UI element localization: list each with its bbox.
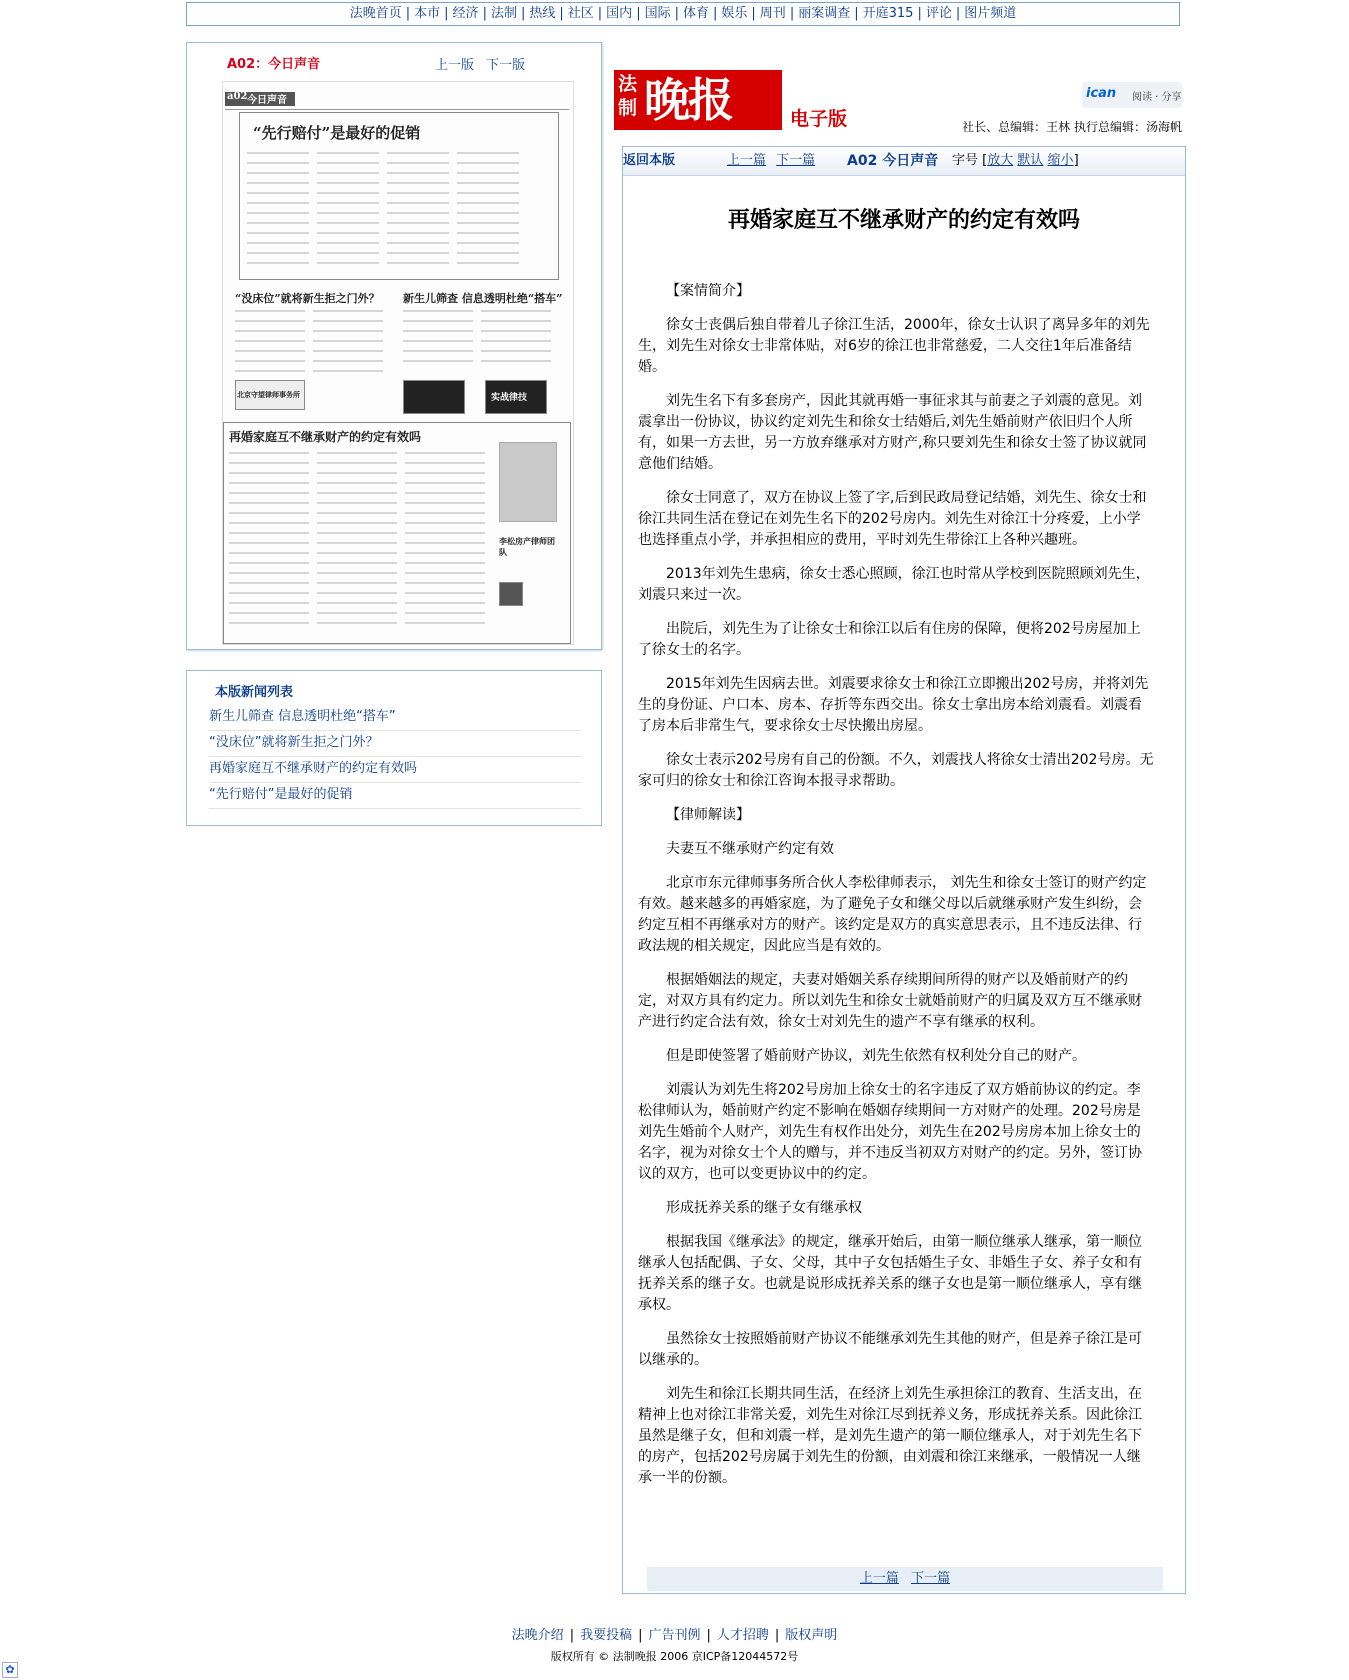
article-paragraph: 虽然徐女士按照婚前财产协议不能继承刘先生其他的财产，但是养子徐江是可以继承的。 — [638, 1331, 1142, 1368]
nav-separator: | — [955, 6, 961, 21]
article-bottom-nav — [647, 1567, 1163, 1591]
nav-item[interactable]: 丽案调查 — [798, 6, 851, 21]
nav-separator: | — [559, 6, 564, 21]
nav-item[interactable]: 经济 — [452, 6, 479, 21]
list-item — [209, 783, 581, 809]
article-paragraph: 根据我国《继承法》的规定，继承开始后，由第一顺位继承人继承，第一顺位继承人包括配偶、子女、父母，其中子女包括婚生子女、非婚生子女、养子女和有抚养关系的继子女。也就是说形成抚养关系的继子女也是第一顺位继承人，享有继承权。 — [638, 1234, 1142, 1313]
font-smaller-link[interactable]: 缩小 — [1047, 153, 1074, 168]
footer-separator: | — [638, 1628, 643, 1643]
nav-item[interactable]: 娱乐 — [721, 6, 748, 21]
ican-logo-icon: ican — [1086, 86, 1117, 101]
thumb-headline-1: “先行赔付”是最好的促销 — [253, 124, 421, 142]
nav-item[interactable]: 开庭315 — [862, 6, 914, 21]
font-size-control: 字号 [放大 默认 缩小] — [952, 153, 1079, 168]
footer-separator: | — [706, 1628, 711, 1643]
news-link[interactable]: “没床位”就将新生拒之门外？ — [209, 735, 379, 750]
nav-separator: | — [789, 6, 795, 21]
list-item — [209, 705, 581, 731]
article-paragraph: 2013年刘先生患病，徐女士悉心照顾，徐江也时常从学校到医院照顾刘先生，刘震只来过一次。 — [638, 566, 1150, 603]
thumb-qr-code — [499, 582, 523, 606]
next-article-link[interactable]: 下一篇 — [776, 153, 816, 168]
article-panel — [622, 146, 1186, 1594]
article-paragraph: 徐女士表示202号房有自己的份额。不久，刘震找人将徐女士清出202号房。无家可归的徐女士和徐江咨询本报寻求帮助。 — [638, 752, 1154, 789]
nav-separator: | — [917, 6, 922, 21]
article-paragraph: 但是即使签署了婚前财产协议，刘先生依然有权利处分自己的财产。 — [666, 1048, 1086, 1064]
article-paragraph: 刘先生和徐江长期共同生活，在经济上刘先生承担徐江的教育、生活支出，在精神上也对徐江非常关爱，刘先生对徐江尽到抚养义务，形成抚养关系。因此徐江虽然是继子女，但和刘震一样，是刘先生遗产的第一顺位继承人，对于刘先生名下的房产，包括202号房属于刘先生的份额，由刘震和徐江来继承，一般情况一人继承一半的份额。 — [638, 1386, 1142, 1486]
article-toolbar — [623, 147, 1185, 176]
article-nav — [727, 147, 821, 175]
nav-separator: | — [674, 6, 679, 21]
nav-separator: | — [405, 6, 411, 21]
nav-separator: | — [444, 6, 449, 21]
nav-item[interactable]: 社区 — [567, 6, 594, 21]
back-to-page-link[interactable]: 返回本版 — [623, 153, 676, 168]
font-default-link[interactable]: 默认 — [1017, 153, 1044, 168]
thumb-headline-3: 新生儿筛查 信息透明杜绝“搭车” — [403, 292, 563, 305]
nav-separator: | — [713, 6, 718, 21]
nav-item[interactable]: 本市 — [414, 6, 441, 21]
nav-item[interactable]: 评论 — [925, 6, 952, 21]
edition-label: 电子版 — [790, 108, 848, 130]
article-paragraph: 形成抚养关系的继子女有继承权 — [666, 1200, 862, 1216]
footer-link[interactable]: 法晚介绍 — [511, 1628, 564, 1643]
reader-share-badge[interactable]: ican 阅读 · 分享 — [1082, 82, 1182, 108]
copyright: 版权所有 © 法制晚报 2006 京ICP备12044572号 — [550, 1650, 799, 1663]
nav-separator: | — [482, 6, 487, 21]
baidu-paw-icon[interactable]: ✿ — [2, 1662, 18, 1678]
thumb-headline-4: 再婚家庭互不继承财产的约定有效吗 — [229, 430, 422, 444]
article-paragraph: 徐女士同意了，双方在协议上签了字,后到民政局登记结婚，刘先生、徐女士和徐江共同生活在登记在刘先生名下的202号房内。刘先生对徐江十分疼爱，上小学也选择重点小学，并承担相应的费用，平时刘先生带徐江上各种兴趣班。 — [638, 490, 1147, 548]
article-title: 再婚家庭互不继承财产的约定有效吗 — [727, 208, 1080, 233]
article-paragraph: 夫妻互不继承财产约定有效 — [666, 841, 834, 857]
nav-separator: | — [520, 6, 526, 21]
footer-link[interactable]: 人才招聘 — [716, 1628, 769, 1643]
nav-item[interactable]: 法制 — [490, 6, 517, 21]
article-paragraph: 北京市东元律师事务所合伙人李松律师表示， 刘先生和徐女士签订的财产约定有效。越来越多的再婚家庭，为了避免子女和继父母以后就继承财产发生纠纷，会约定互相不再继承对方的财产。该约定是双方的真实意思表示，且不违反法律、行政法规的相关规定，因此应当是有效的。 — [638, 875, 1147, 954]
thumb-lawyer-photo — [499, 442, 557, 522]
thumb-ad-logo — [403, 380, 465, 414]
nav-item[interactable]: 法晚首页 — [349, 6, 402, 21]
thumb-section-tag: 今日声音 — [247, 95, 287, 106]
current-page-name: A02 今日声音 — [847, 153, 939, 169]
newspaper-page-thumbnail[interactable]: a02 今日声音 “先行赔付”是最好的促销 “没床位”就将新生拒之门外？ 新生儿筛查 信息透明杜绝“搭车” 北京守望律师事务所 实战律技 再婚家庭互不继承财产的约定有效吗 李松房产律师团队 — [222, 81, 574, 645]
article-paragraph: 徐女士丧偶后独自带着儿子徐江生活，2000年，徐女士认识了离异多年的刘先生，刘先生对徐女士非常体贴，对6岁的徐江也非常慈爱，二人交往1年后准备结婚。 — [638, 317, 1150, 375]
nav-separator: | — [751, 6, 756, 21]
news-list-title: 本版新闻列表 — [215, 685, 294, 700]
next-page-link[interactable]: 下一版 — [486, 58, 526, 73]
nav-item[interactable]: 国内 — [606, 6, 633, 21]
footer-separator: | — [569, 1628, 575, 1643]
next-article-link[interactable]: 下一篇 — [911, 1571, 951, 1586]
thumb-headline-2: “没床位”就将新生拒之门外？ — [235, 292, 380, 305]
top-navigation — [186, 2, 1180, 26]
news-link[interactable]: 再婚家庭互不继承财产的约定有效吗 — [209, 761, 418, 776]
article-paragraph: 出院后，刘先生为了让徐女士和徐江以后有住房的保障，便将202号房屋加上了徐女士的名字。 — [638, 621, 1141, 658]
news-list — [209, 705, 581, 809]
list-item — [209, 731, 581, 757]
nav-separator: | — [854, 6, 859, 21]
nav-separator: | — [636, 6, 641, 21]
footer-link[interactable]: 广告刊例 — [648, 1628, 701, 1643]
nav-item[interactable]: 热线 — [529, 6, 556, 21]
thumb-page-code: a02 — [227, 91, 248, 102]
footer-link[interactable]: 版权声明 — [785, 1628, 838, 1643]
footer-link[interactable]: 我要投稿 — [580, 1628, 633, 1643]
nav-item[interactable]: 周刊 — [759, 6, 786, 21]
article-paragraph: 刘震认为刘先生将202号房加上徐女士的名字违反了双方婚前协议的约定。李松律师认为，婚前财产约定不影响在婚姻存续期间一方对财产的处理。202号房是刘先生婚前个人财产，刘先生有权作出处分，刘先生在202号房房本加上徐女士的名字，视为对徐女士个人的赠与，并不违反当初双方对财产的约定。另外，签订协议的双方，也可以变更协议中的约定。 — [638, 1082, 1142, 1182]
editors-line: 社长、总编辑：王林 执行总编辑：汤海帆 — [962, 120, 1182, 134]
news-link[interactable]: 新生儿筛查 信息透明杜绝“搭车” — [209, 709, 396, 724]
article-paragraph: 刘先生名下有多套房产，因此其就再婚一事征求其与前妻之子刘震的意见。刘震拿出一份协议，协议约定刘先生和徐女士结婚后,刘先生婚前财产依旧归个人所有，如果一方去世，另一方放弃继承对方财产,称只要刘先生和徐女士签了协议就同意他们结婚。 — [638, 393, 1147, 472]
page-nav — [435, 54, 533, 73]
prev-page-link[interactable]: 上一版 — [435, 58, 475, 73]
article-paragraph: 根据婚姻法的规定，夫妻对婚姻关系存续期间所得的财产以及婚前财产的约定，对双方具有约定力。所以刘先生和徐女士就婚前财产的归属及双方互不继承财产进行约定合法有效，徐女士对刘先生的遗产不享有继承的权利。 — [638, 972, 1142, 1030]
footer-separator: | — [774, 1628, 780, 1643]
nav-separator: | — [597, 6, 603, 21]
page-news-list — [186, 670, 602, 826]
nav-item[interactable]: 体育 — [682, 6, 709, 21]
article-paragraph: 2015年刘先生因病去世。刘震要求徐女士和徐江立即搬出202号房，并将刘先生的身份证、户口本、房本、存折等东西交出。徐女士拿出房本给刘震看。刘震看了房本后非常生气，要求徐女士尽快搬出房屋。 — [638, 676, 1149, 734]
nav-item[interactable]: 图片频道 — [964, 6, 1017, 21]
article-paragraph: 【律师解读】 — [666, 807, 750, 823]
article-paragraph: 【案情简介】 — [666, 283, 750, 299]
newspaper-logo[interactable]: 法制 晚报 — [614, 70, 782, 130]
page-label: A02：今日声音 — [227, 57, 321, 72]
list-item — [209, 757, 581, 783]
prev-article-link[interactable]: 上一篇 — [859, 1571, 899, 1586]
news-link[interactable]: “先行赔付”是最好的促销 — [209, 787, 353, 802]
page-preview-panel — [186, 42, 602, 650]
footer-links — [0, 1624, 1349, 1643]
nav-item[interactable]: 国际 — [644, 6, 671, 21]
prev-article-link[interactable]: 上一篇 — [727, 153, 767, 168]
article-body — [638, 281, 1154, 1502]
font-bigger-link[interactable]: 放大 — [987, 153, 1014, 168]
